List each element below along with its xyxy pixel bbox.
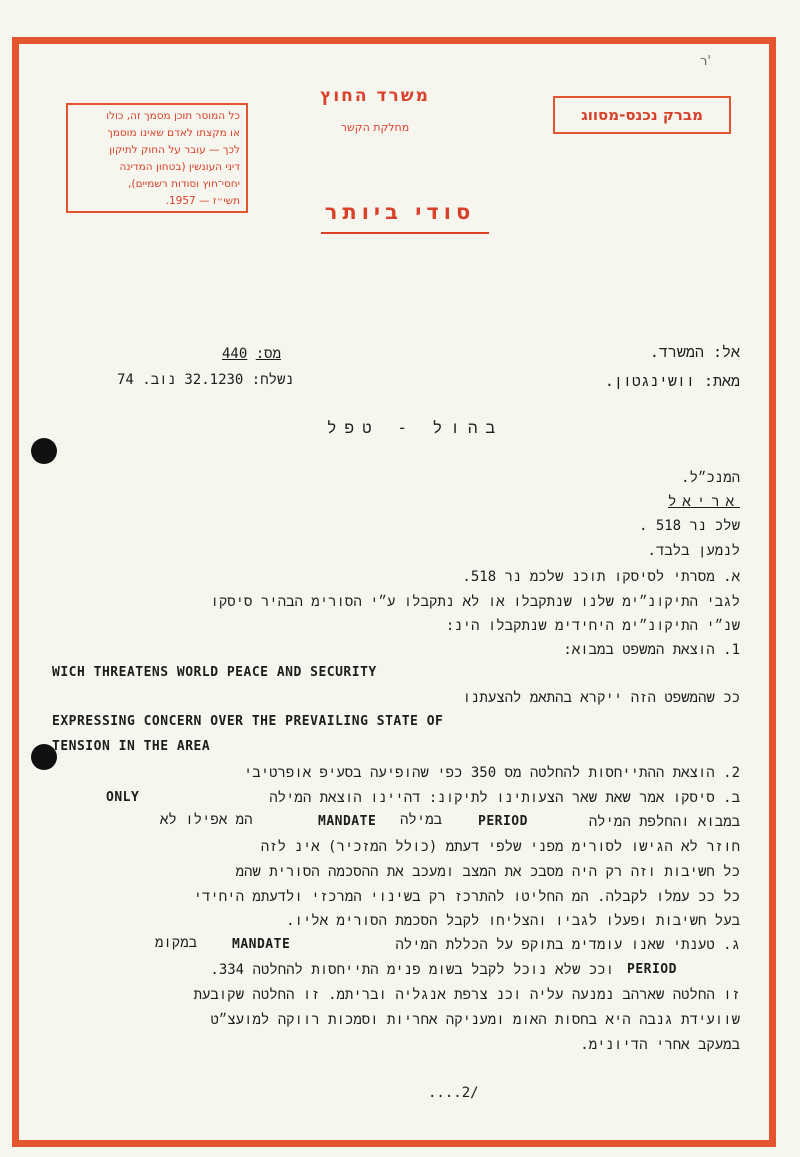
body-line: א. מסרתי לסיסקו תוכנ שלכמ נר 518. bbox=[462, 569, 740, 585]
body-line: שוועידת גנבה היא בחסות האומ ומעניקה אחריות וסמכות רווקה למועצ״ט bbox=[210, 1012, 740, 1028]
body-line: המנכ״ל. bbox=[681, 470, 740, 486]
body-line: ככ שהמשפט הזה ייקרא בהתאמ להצעתנו bbox=[462, 690, 740, 706]
body-line: 1. הוצאת המשפט במבוא: bbox=[563, 642, 740, 658]
body-line: כל חשיבות וזה רק היה מסבכ את המצב ומעכב את ההסכמה הסורית שהמ bbox=[235, 864, 740, 880]
body-line: וככ שלא נוכל לקבל בשומ פנימ התייחסות להחלטה 334. bbox=[210, 962, 614, 978]
body-fragment: במילה bbox=[400, 812, 443, 828]
body-line: לנמען בלבד. bbox=[647, 543, 740, 559]
warning-line: או מקצתו לאדם שאינו מוסמך bbox=[107, 127, 240, 139]
english-term-mandate: MANDATE bbox=[318, 814, 377, 829]
body-line: ב. סיסקו אמר שאת שאר הצעותינו לתיקונ: דהיינו הוצאת המילה bbox=[269, 790, 740, 806]
message-number bbox=[222, 346, 281, 363]
english-term-period: PERIOD bbox=[627, 962, 677, 977]
warning-line: כל המוסר תוכן מסמך זה, כולו bbox=[106, 110, 240, 122]
body-line: זו החלטה שארהב נמנעה עליה וכנ צרפת אנגליה ובריתמ. זו החלטה שקובעת bbox=[193, 987, 740, 1003]
urgency-label: בהול - טפל bbox=[326, 418, 504, 437]
routing-from: מאת: וושינגטון. bbox=[604, 372, 740, 390]
body-line: בעל חשיבות ופעלו לגביו והצליחו לקבל הסכמת הסורימ אליו. bbox=[286, 913, 740, 929]
punch-hole bbox=[31, 438, 57, 464]
english-term-mandate: MANDATE bbox=[232, 937, 291, 952]
routing-to: אל: המשרד. bbox=[649, 343, 740, 361]
message-number-value: 440 bbox=[222, 346, 248, 362]
warning-line: יחסי־חוץ וסודות רשמיים), bbox=[128, 178, 240, 190]
body-line: במבוא והחלפת המילה bbox=[588, 814, 740, 830]
top-secret-heading: סודי ביותר bbox=[324, 200, 476, 224]
ministry-title: משרד החוץ bbox=[320, 86, 430, 106]
body-fragment: במקומ bbox=[155, 935, 198, 951]
body-line: לגבי התיקונ״ימ שלנו שנתקבלו או לא נתקבלו ע״י הסורימ הבהיר סיסקו bbox=[210, 594, 740, 610]
english-quote: WICH THREATENS WORLD PEACE AND SECURITY bbox=[52, 665, 377, 680]
body-fragment: המ אפילו לא bbox=[160, 812, 253, 828]
english-term-only: ONLY bbox=[106, 790, 140, 805]
english-quote: TENSION IN THE AREA bbox=[52, 739, 211, 754]
addressee-name: אריאל bbox=[667, 494, 740, 510]
body-line: 2. הוצאת ההתייחסות להחלטה מס 350 כפי שהופיעה בסעיפ אופרטיבי bbox=[243, 765, 740, 781]
message-number-label: מס: bbox=[255, 346, 281, 362]
sent-timestamp: נשלח: 32.1230 נוב. 74 bbox=[117, 372, 294, 388]
warning-line: תשי״ז — 1957. bbox=[165, 195, 240, 207]
body-line: שלכ נר 518 . bbox=[638, 518, 740, 534]
body-line: ג. טענתי שאנו עומדימ בתוקפ על הכללת המילה bbox=[395, 937, 740, 953]
english-quote: EXPRESSING CONCERN OVER THE PREVAILING STATE OF bbox=[52, 714, 444, 729]
body-line: במעקב אחרי הדיונימ. bbox=[580, 1037, 740, 1053]
warning-line: דיני העונשין (בטחון המדינה bbox=[119, 161, 240, 173]
warning-line: לכך — עובר על החוק לתיקון bbox=[109, 144, 240, 156]
classification-box: מברק נכנס-מסווג bbox=[553, 96, 731, 134]
body-line: שנ״י התיקונ״ימ היחידימ שנתקבלו הינ: bbox=[445, 618, 740, 634]
page-continuation: ....2/ bbox=[428, 1085, 479, 1101]
body-line: כל ככ עמלו לקבלה. המ החליטו להתרכז רק בשינוי המרכזי ולדעתמ היחידי bbox=[193, 889, 740, 905]
body-line: חוזר לא הגישו לסורימ מפני שלפי דעתמ (כולל המזכיר) אינ לזה bbox=[260, 839, 740, 855]
legal-warning-box bbox=[66, 103, 248, 213]
top-secret-underline bbox=[321, 232, 489, 234]
english-term-period: PERIOD bbox=[478, 814, 528, 829]
department-name: מחלקת הקשר bbox=[340, 121, 410, 134]
corner-handwritten-mark: ר' bbox=[700, 54, 711, 69]
